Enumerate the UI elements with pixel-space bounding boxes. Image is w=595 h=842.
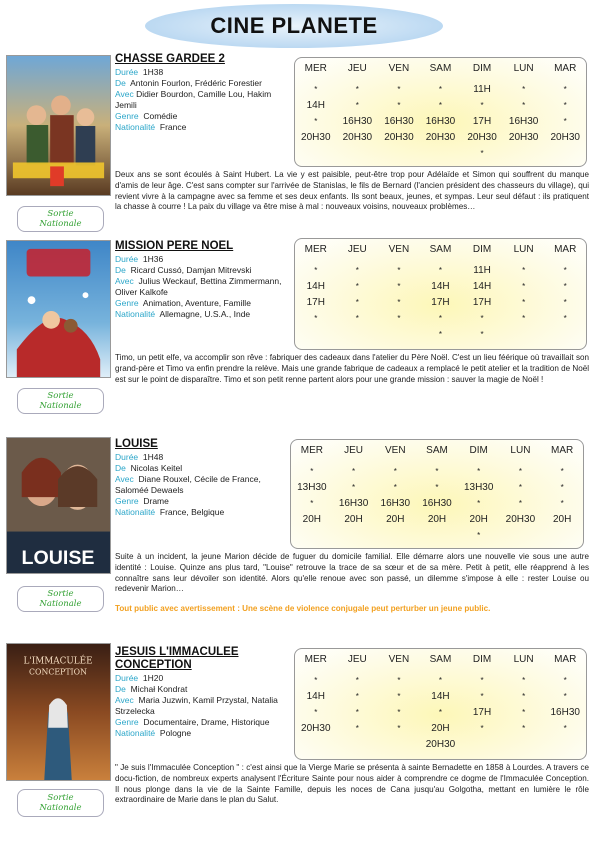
badge-line-1: Sortie <box>47 209 74 219</box>
day-name: MAR <box>554 654 577 665</box>
no-show-marker: * <box>480 676 484 685</box>
day-column-mer <box>295 58 337 146</box>
duree-value: 1H38 <box>142 67 164 77</box>
day-column-dim <box>461 649 503 737</box>
day-name: LUN <box>513 244 534 255</box>
no-show-marker: * <box>397 266 401 275</box>
no-show-marker: * <box>355 676 359 685</box>
showtime[interactable]: 16H30 <box>550 707 580 718</box>
day-name: LUN <box>513 654 534 665</box>
genre-value: Drame <box>143 496 169 506</box>
no-show-marker: * <box>518 483 522 492</box>
label-nationalite: Nationalité <box>115 309 156 319</box>
showtime[interactable]: 20H <box>386 514 405 525</box>
no-show-marker: * <box>477 467 481 476</box>
label-avec: Avec <box>115 276 134 286</box>
day-column-jeu <box>333 440 375 528</box>
label-genre: Genre <box>115 496 139 506</box>
no-show-marker: * <box>393 483 397 492</box>
day-name: MER <box>300 445 323 456</box>
day-name: VEN <box>384 445 406 456</box>
day-column-sam <box>416 440 458 528</box>
movie-info <box>115 240 287 320</box>
page-title: CINE PLANETE <box>210 13 378 38</box>
showtime[interactable]: 20H30 <box>425 739 456 750</box>
no-show-marker: * <box>522 724 526 733</box>
no-show-marker: * <box>522 266 526 275</box>
day-name: DIM <box>469 445 488 456</box>
day-column-mar <box>541 440 583 528</box>
no-show-marker: * <box>351 467 356 476</box>
badge-line-1: Sortie <box>47 589 74 599</box>
showtime[interactable]: 20H <box>344 514 363 525</box>
label-nationalite: Nationalité <box>115 728 156 738</box>
showtime[interactable]: 17H <box>472 116 492 127</box>
showtime[interactable]: 16H30 <box>338 498 369 509</box>
no-show-marker: * <box>310 499 314 508</box>
showtime[interactable]: 17H <box>472 297 492 308</box>
day-name: LUN <box>513 63 534 74</box>
no-show-marker: * <box>393 467 397 476</box>
badge-line-1: Sortie <box>47 391 74 401</box>
movie-description: Suite à un incident, la jeune Marion décide de fuguer du domicile familial. Elle démarre alors une nouvelle vie sous une autre identité : Louise. Quinze ans plus tard, "Louise" retrouve la trace de sa sœur et de sa mère. Petit à petit, elle réapprend à les connaître sans leur dévoiler son identité. Alors qu'elle renoue avec son passé, un dilemme s'impose à elle : rester Louise ou redevenir Marion… <box>115 552 589 594</box>
label-avec: Avec <box>115 695 134 705</box>
no-show-marker: * <box>355 724 359 733</box>
poster-image <box>7 644 110 780</box>
poster-chasse-gardee[interactable] <box>6 55 111 196</box>
cast-value: Julius Weckauf, Bettina Zimmermann, Oliver Kalkofe <box>115 276 282 297</box>
label-de: De <box>115 463 126 473</box>
no-show-marker: * <box>355 85 359 94</box>
no-show-marker: * <box>563 266 567 275</box>
sortie-nationale-badge <box>17 206 104 232</box>
badge-line-2: Nationale <box>39 401 82 411</box>
no-show-marker: * <box>438 101 443 110</box>
no-show-marker: * <box>560 467 564 476</box>
day-name: DIM <box>472 244 492 255</box>
badge-line-2: Nationale <box>39 803 82 813</box>
movie-title[interactable]: JESUIS L'IMMACULEE CONCEPTION <box>115 646 239 671</box>
no-show-marker: * <box>563 85 567 94</box>
movie-description: Timo, un petit elfe, va accomplir son rêve : fabriquer des cadeaux dans l'atelier du Père Noël. C'est un lieu féérique où travaillait son grand-père et Timo va enfin prendre la relève. Mais une grande fabrique de cadeaux a remplacé le petit atelier et la tradition de Noël est sur le point de disparaître. Timo et son petit renne partent alors pour une grande mission : sauver la magie de Noël ! <box>115 353 589 384</box>
day-name: SAM <box>429 654 452 665</box>
no-show-marker: * <box>563 314 567 323</box>
day-column-mar <box>544 649 586 737</box>
showtime[interactable]: 13H30 <box>463 482 494 493</box>
day-column-ven <box>378 649 420 737</box>
label-avec: Avec <box>115 474 134 484</box>
showtime[interactable]: 14H <box>431 691 450 702</box>
no-show-marker: * <box>351 483 356 492</box>
no-show-marker: * <box>480 101 484 110</box>
svg-text:CONCEPTION: CONCEPTION <box>29 667 87 677</box>
day-name: MAR <box>551 445 574 456</box>
badge-line-2: Nationale <box>39 599 82 609</box>
showtime[interactable]: 20H30 <box>301 723 331 734</box>
label-de: De <box>115 78 126 88</box>
genre-value: Comédie <box>143 111 178 121</box>
schedule-grid <box>294 238 587 350</box>
no-show-marker: * <box>563 692 567 701</box>
day-column-lun <box>503 239 545 327</box>
showtime[interactable]: 14H <box>306 691 325 702</box>
day-name: VEN <box>388 244 410 255</box>
day-column-lun <box>500 440 542 528</box>
no-show-marker: * <box>563 117 567 126</box>
no-show-marker: * <box>480 149 484 158</box>
day-name: MER <box>304 244 327 255</box>
no-show-marker: * <box>563 724 567 733</box>
no-show-marker: * <box>438 85 443 94</box>
day-name: VEN <box>388 63 410 74</box>
badge-line-1: Sortie <box>47 793 74 803</box>
showtime[interactable]: 14H <box>306 100 325 111</box>
showtime[interactable]: 16H30 <box>384 116 414 127</box>
day-name: SAM <box>429 244 452 255</box>
showtime[interactable]: 17H <box>431 297 450 308</box>
sortie-nationale-badge <box>17 789 104 817</box>
no-show-marker: * <box>355 314 359 323</box>
nationality-value: Pologne <box>159 728 192 738</box>
nationality-value: France <box>159 122 187 132</box>
poster-image <box>7 56 110 195</box>
no-show-marker: * <box>355 101 359 110</box>
poster-image <box>7 438 110 573</box>
showtime[interactable]: 17H <box>472 707 492 718</box>
no-show-marker: * <box>480 314 484 323</box>
movie-title[interactable]: MISSION PERE NOEL <box>115 240 234 252</box>
director-value: Antonin Fourlon, Frédéric Forestier <box>130 78 262 88</box>
badge-line-2: Nationale <box>39 219 82 229</box>
no-show-marker: * <box>560 499 564 508</box>
duree-value: 1H48 <box>142 452 164 462</box>
no-show-marker: * <box>397 298 401 307</box>
page-title-banner <box>145 4 443 48</box>
label-duree: Durée <box>115 254 139 264</box>
no-show-marker: * <box>522 676 526 685</box>
schedule-grid <box>294 648 587 760</box>
sortie-nationale-badge <box>17 586 104 612</box>
day-column-lun <box>503 58 545 146</box>
showtime[interactable]: 20H30 <box>342 132 373 143</box>
no-show-marker: * <box>563 676 567 685</box>
showtime[interactable]: 20H <box>469 514 488 525</box>
showtime[interactable]: 20H30 <box>425 132 456 143</box>
day-name: SAM <box>426 445 448 456</box>
showtime[interactable]: 11H <box>473 84 491 95</box>
no-show-marker: * <box>310 467 314 476</box>
showtime[interactable]: 20H30 <box>301 132 331 143</box>
no-show-marker: * <box>397 314 401 323</box>
day-column-ven <box>374 440 416 528</box>
label-duree: Durée <box>115 67 139 77</box>
day-column-dim <box>461 239 503 343</box>
no-show-marker: * <box>314 117 318 126</box>
showtime[interactable]: 20H30 <box>505 514 536 525</box>
day-column-dim <box>461 58 503 162</box>
movie-info <box>115 646 287 739</box>
label-nationalite: Nationalité <box>115 122 156 132</box>
no-show-marker: * <box>522 708 526 717</box>
no-show-marker: * <box>435 483 439 492</box>
no-show-marker: * <box>438 330 443 339</box>
showtime[interactable]: 13H30 <box>297 482 327 493</box>
showtime[interactable]: 14H <box>306 281 325 292</box>
nationality-value: Allemagne, U.S.A., Inde <box>159 309 251 319</box>
day-column-sam <box>420 649 462 753</box>
no-show-marker: * <box>522 298 526 307</box>
label-avec: Avec <box>115 89 134 99</box>
day-name: MAR <box>554 244 577 255</box>
no-show-marker: * <box>397 101 401 110</box>
day-name: MER <box>304 63 327 74</box>
label-duree: Durée <box>115 452 139 462</box>
showtime[interactable]: 14H <box>431 281 450 292</box>
svg-text:L'IMMACULÉE: L'IMMACULÉE <box>23 656 93 667</box>
label-duree: Durée <box>115 673 139 683</box>
label-de: De <box>115 684 126 694</box>
no-show-marker: * <box>563 282 567 291</box>
movie-description: " Je suis l'Immaculée Conception " : c'est ainsi que la Vierge Marie se présenta à sainte Bernadette en 1858 à Lourdes. A travers ce docu-fiction, de nombreux experts analysent l'Écriture Sainte pour nous aider à comprendre ce dogme de l'Immaculée Conception. Il nous plonge dans la vie de la Sainte Famille, depuis les noces de Cana jusqu'au Golgotha, mettant en lumière le rôle extraordinaire de Marie dans le plan du Salut. <box>115 763 589 805</box>
poster-louise[interactable] <box>6 437 111 574</box>
day-column-mer <box>295 649 337 737</box>
movie-info <box>115 53 287 133</box>
day-column-lun <box>503 649 545 737</box>
no-show-marker: * <box>355 692 359 701</box>
no-show-marker: * <box>355 282 359 291</box>
nationality-value: France, Belgique <box>159 507 225 517</box>
label-genre: Genre <box>115 298 139 308</box>
showtime[interactable]: 16H30 <box>380 498 410 509</box>
svg-text:LOUISE: LOUISE <box>21 547 95 570</box>
movie-description: Deux ans se sont écoulés à Saint Hubert. La vie y est paisible, peut-être trop pour Adélaïde et Simon qui souffrent du manque d'amis de leur âge. C'est sans compter sur l'arrivée de Stanislas, le fils de Bernard (l'ancien président des chasseurs du village), qui revient vivre à la campagne avec sa femme et ses deux enfants. Ils sont beaux, jeunes, et sympas. Leur seul défaut : ils pratiquent la chasse à courre ! La paix du village va être mise à mal : nouveaux voisins, nouveaux problèmes… <box>115 170 589 212</box>
no-show-marker: * <box>480 330 484 339</box>
day-name: JEU <box>347 244 367 255</box>
director-value: Michał Kondrat <box>130 684 188 694</box>
day-column-ven <box>378 239 420 327</box>
showtime[interactable]: 20H30 <box>467 132 497 143</box>
no-show-marker: * <box>522 282 526 291</box>
day-name: VEN <box>388 654 410 665</box>
no-show-marker: * <box>314 676 318 685</box>
no-show-marker: * <box>397 282 401 291</box>
day-column-mar <box>544 58 586 146</box>
day-column-sam <box>420 239 462 343</box>
no-show-marker: * <box>480 692 484 701</box>
no-show-marker: * <box>397 724 401 733</box>
showtime[interactable]: 16H30 <box>422 498 452 509</box>
no-show-marker: * <box>477 531 481 540</box>
movie-title[interactable]: CHASSE GARDEE 2 <box>115 53 225 65</box>
poster-mission-pere-noel[interactable] <box>6 240 111 378</box>
day-column-jeu <box>337 58 379 146</box>
day-column-mer <box>291 440 333 528</box>
day-column-mar <box>544 239 586 327</box>
movie-info <box>115 438 287 518</box>
no-show-marker: * <box>314 266 318 275</box>
poster-image <box>7 241 110 377</box>
no-show-marker: * <box>477 499 481 508</box>
label-genre: Genre <box>115 111 139 121</box>
no-show-marker: * <box>522 101 526 110</box>
label-genre: Genre <box>115 717 139 727</box>
day-column-ven <box>378 58 420 146</box>
movie-title[interactable]: LOUISE <box>115 438 158 450</box>
day-column-mer <box>295 239 337 327</box>
showtime[interactable]: 20H30 <box>550 132 580 143</box>
showtime[interactable]: 16H30 <box>508 116 539 127</box>
sortie-nationale-badge <box>17 388 104 414</box>
no-show-marker: * <box>314 85 318 94</box>
showtime[interactable]: 20H <box>427 514 447 525</box>
schedule-grid <box>290 439 584 549</box>
no-show-marker: * <box>438 314 443 323</box>
no-show-marker: * <box>397 85 401 94</box>
showtime[interactable]: 20H <box>302 514 322 525</box>
showtime[interactable]: 11H <box>473 265 491 276</box>
no-show-marker: * <box>480 724 484 733</box>
no-show-marker: * <box>560 483 564 492</box>
poster-immaculee-conception[interactable] <box>6 643 111 781</box>
no-show-marker: * <box>355 266 359 275</box>
schedule-grid <box>294 57 587 167</box>
director-value: Nicolas Keitel <box>130 463 183 473</box>
no-show-marker: * <box>314 314 318 323</box>
no-show-marker: * <box>563 101 567 110</box>
no-show-marker: * <box>355 708 359 717</box>
label-nationalite: Nationalité <box>115 507 156 517</box>
cast-value: Didier Bourdon, Camille Lou, Hakim Jemili <box>115 89 272 110</box>
day-name: DIM <box>472 654 492 665</box>
showtime[interactable]: 20H30 <box>508 132 539 143</box>
day-name: JEU <box>344 445 363 456</box>
showtime[interactable]: 14H <box>472 281 492 292</box>
day-column-dim <box>458 440 500 544</box>
no-show-marker: * <box>522 85 526 94</box>
label-de: De <box>115 265 126 275</box>
cast-value: Diane Rouxel, Cécile de France, Saloméé Dewaels <box>115 474 261 495</box>
day-name: MAR <box>554 63 577 74</box>
day-name: JEU <box>347 63 367 74</box>
no-show-marker: * <box>518 467 522 476</box>
cast-value: Maria Juzwin, Kamil Przystal, Natalia Strzelecka <box>115 695 278 716</box>
day-name: DIM <box>472 63 492 74</box>
showtime[interactable]: 16H30 <box>425 116 456 127</box>
no-show-marker: * <box>435 467 439 476</box>
age-warning: Tout public avec avertissement : Une scène de violence conjugale peut perturber un jeune public. <box>115 604 491 613</box>
no-show-marker: * <box>438 676 443 685</box>
no-show-marker: * <box>397 708 401 717</box>
day-name: MER <box>304 654 327 665</box>
showtime[interactable]: 20H30 <box>384 132 414 143</box>
no-show-marker: * <box>314 708 318 717</box>
no-show-marker: * <box>522 692 526 701</box>
showtime[interactable]: 17H <box>306 297 325 308</box>
no-show-marker: * <box>397 676 401 685</box>
director-value: Ricard Cussó, Damjan Mitrevski <box>130 265 252 275</box>
duree-value: 1H20 <box>142 673 164 683</box>
no-show-marker: * <box>355 298 359 307</box>
day-column-sam <box>420 58 462 146</box>
showtime[interactable]: 20H <box>431 723 450 734</box>
day-column-jeu <box>337 649 379 737</box>
no-show-marker: * <box>438 708 443 717</box>
day-name: JEU <box>347 654 367 665</box>
no-show-marker: * <box>438 266 443 275</box>
day-column-jeu <box>337 239 379 327</box>
no-show-marker: * <box>522 314 526 323</box>
genre-value: Documentaire, Drame, Historique <box>143 717 270 727</box>
duree-value: 1H36 <box>142 254 164 264</box>
no-show-marker: * <box>518 499 522 508</box>
showtime[interactable]: 20H <box>552 514 572 525</box>
day-name: SAM <box>429 63 452 74</box>
no-show-marker: * <box>397 692 401 701</box>
genre-value: Animation, Aventure, Famille <box>142 298 251 308</box>
day-name: LUN <box>510 445 531 456</box>
no-show-marker: * <box>563 298 567 307</box>
showtime[interactable]: 16H30 <box>342 116 373 127</box>
